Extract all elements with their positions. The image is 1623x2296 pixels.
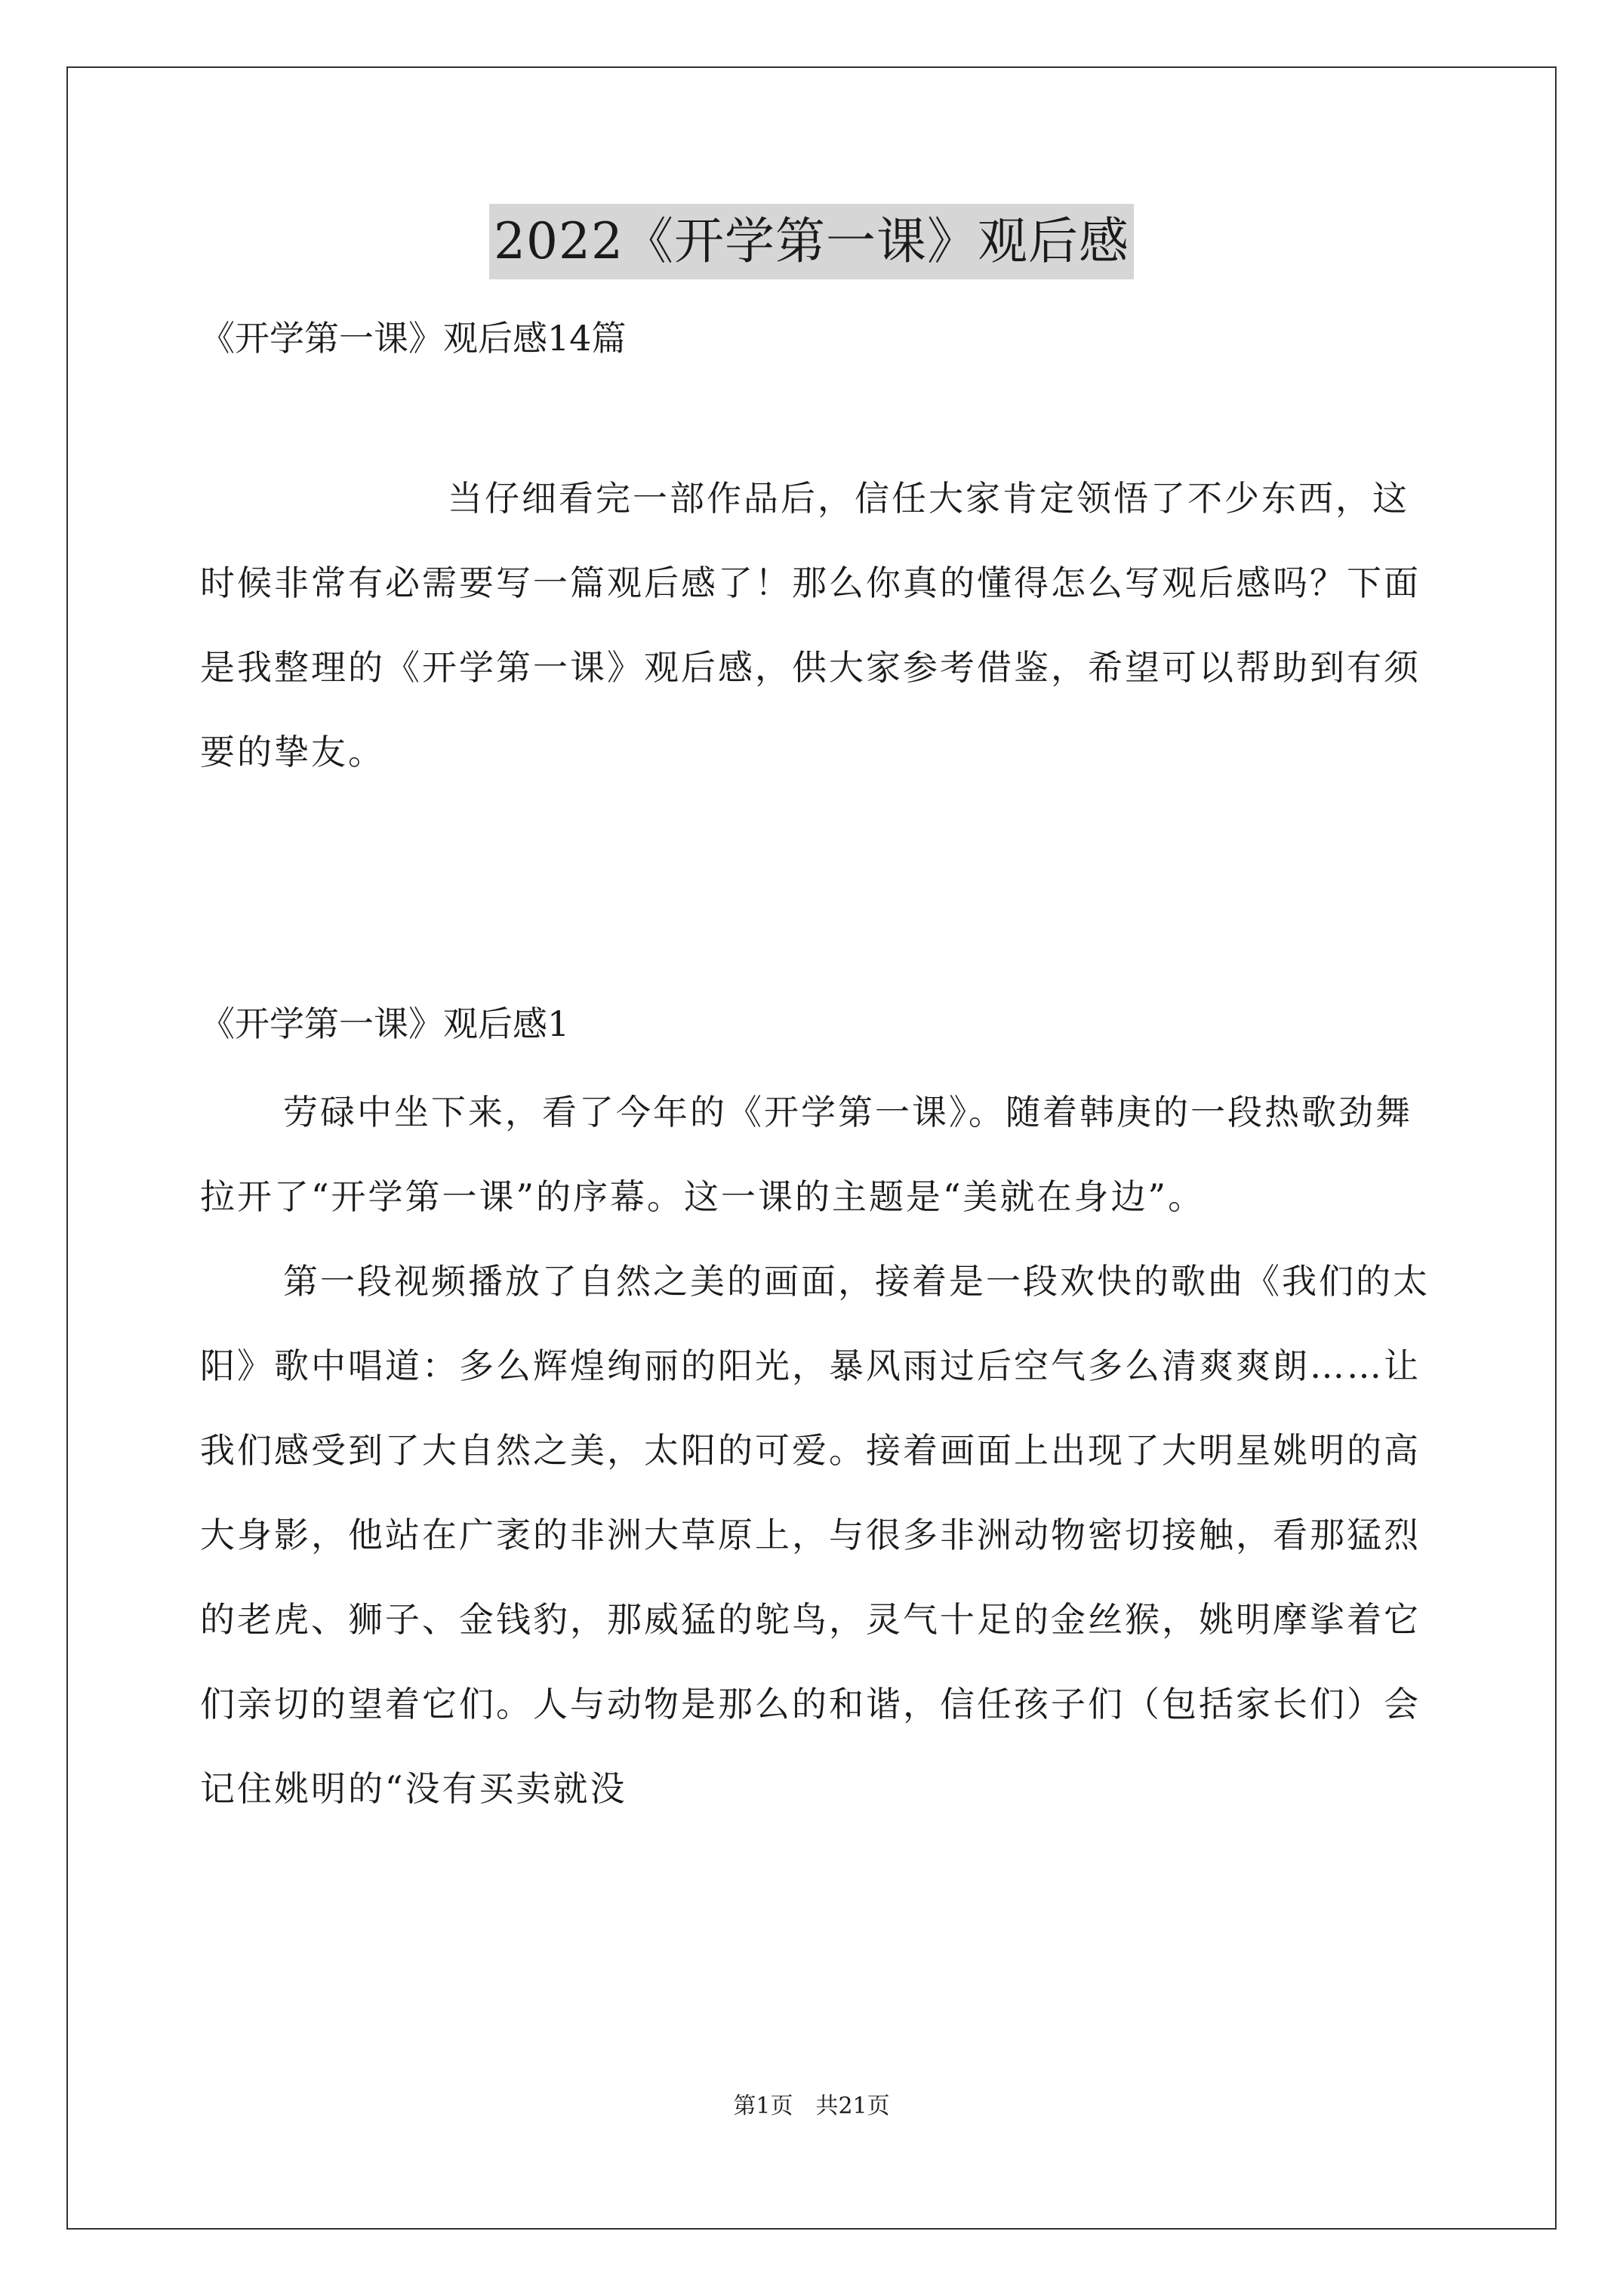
body-paragraph: 第一段视频播放了自然之美的画面，接着是一段欢快的歌曲《我们的太阳》歌中唱道：多么辉煌绚丽的阳光，暴风雨过后空气多么清爽爽朗……让我们感受到了大自然之美，太阳的可爱。接着画面上出现了大明星姚明的高大身影，他站在广袤的非洲大草原上，与很多非洲动物密切接触，看那猛烈的老虎、狮子、金钱豹，那威猛的鸵鸟，灵气十足的金丝猴，姚明摩挲着它们亲切的望着它们。人与动物是那么的和谐，信任孩子们（包括家长们）会记住姚明的“没有买卖就没 [200,1261,1430,1809]
section-heading: 《开学第一课》观后感1 [200,1003,570,1044]
page-footer: 第1页 共21页 [733,2093,890,2119]
title-container [0,204,1623,279]
document-title: 2022《开学第一课》观后感 [489,204,1134,279]
document-subtitle: 《开学第一课》观后感14篇 [200,318,627,359]
body-text [200,1070,1438,1831]
intro-paragraph: 当仔细看完一部作品后，信任大家肯定领悟了不少东西，这时候非常有必需要写一篇观后感了！那么你真的懂得怎么写观后感吗？下面是我整理的《开学第一课》观后感，供大家参考借鉴，希望可以帮助到有须要的挚友。 [200,478,1421,772]
body-paragraph: 劳碌中坐下来，看了今年的《开学第一课》。随着韩庚的一段热歌劲舞拉开了“开学第一课”的序幕。这一课的主题是“美就在身边”。 [200,1092,1412,1217]
